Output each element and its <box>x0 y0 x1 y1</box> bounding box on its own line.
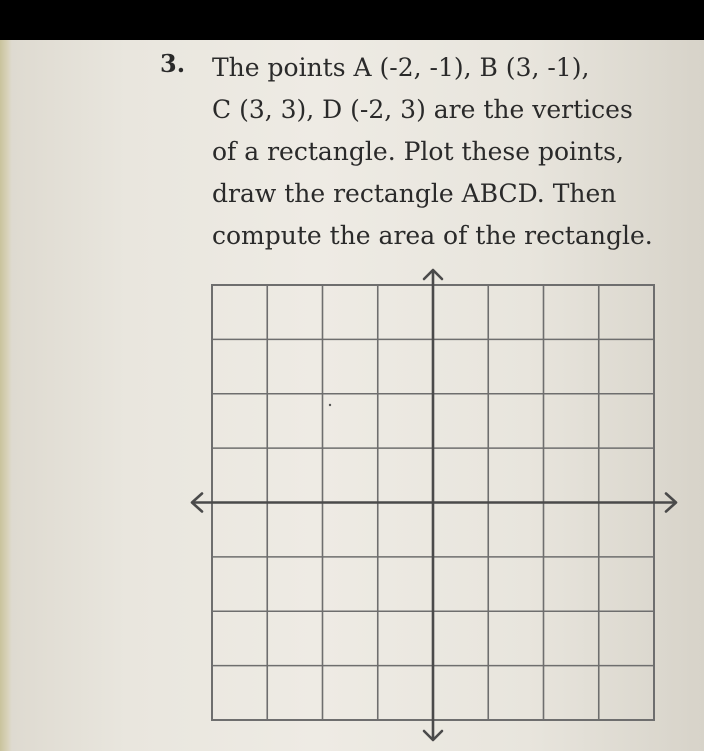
pencil-dot <box>329 404 331 406</box>
problem-line: The points A (-2, -1), B (3, -1), <box>212 53 590 82</box>
problem-line: compute the area of the rectangle. <box>212 221 653 250</box>
problem-line: C (3, 3), D (-2, 3) are the vertices <box>212 95 633 124</box>
problem-line: draw the rectangle ABCD. Then <box>212 179 617 208</box>
problem-number: 3. <box>160 49 186 78</box>
problem-line: of a rectangle. Plot these points, <box>212 137 624 166</box>
